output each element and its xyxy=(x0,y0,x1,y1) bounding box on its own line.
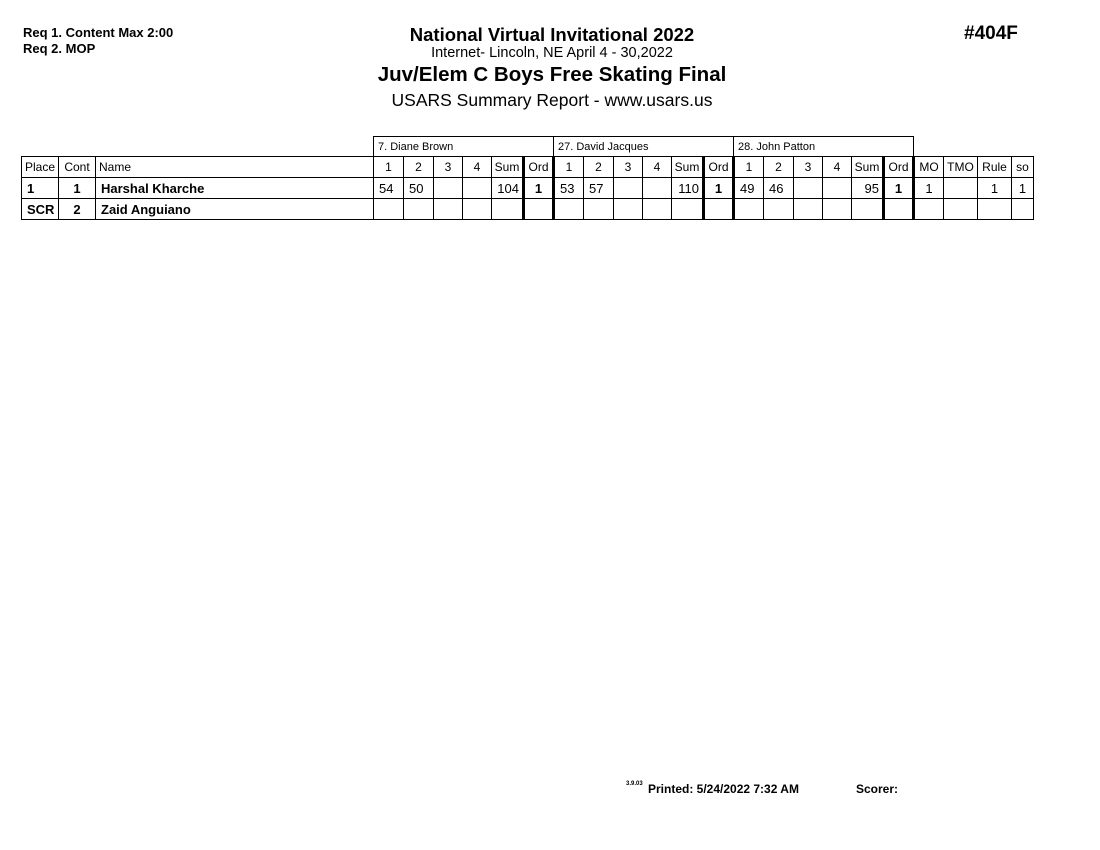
software-version: 3.9.03 xyxy=(626,781,643,787)
place-cell: 1 xyxy=(22,178,59,199)
score-cell xyxy=(823,178,852,199)
tmo-cell xyxy=(944,199,978,220)
ord-cell: 1 xyxy=(884,178,914,199)
score-cell: 46 xyxy=(764,178,794,199)
requirement-1: Req 1. Content Max 2:00 xyxy=(23,25,174,40)
tmo-cell xyxy=(944,178,978,199)
score-cell xyxy=(554,199,584,220)
skater-name-cell: Harshal Kharche xyxy=(96,178,374,199)
judge-1-score-2-header: 2 xyxy=(404,157,434,178)
ord-cell xyxy=(524,199,554,220)
score-cell xyxy=(643,178,672,199)
score-cell xyxy=(734,199,764,220)
ord-cell: 1 xyxy=(524,178,554,199)
sum-cell: 104 xyxy=(492,178,524,199)
table-row xyxy=(22,178,1034,199)
score-cell: 54 xyxy=(374,178,404,199)
score-cell xyxy=(374,199,404,220)
score-cell: 53 xyxy=(554,178,584,199)
event-number: #404F xyxy=(964,23,1018,44)
score-cell: 49 xyxy=(734,178,764,199)
cont-cell: 1 xyxy=(59,178,96,199)
score-cell xyxy=(463,199,492,220)
results-table xyxy=(21,136,1034,220)
so-cell xyxy=(1012,199,1034,220)
judge-2-sum-header: Sum xyxy=(672,157,704,178)
requirement-2: Req 2. MOP xyxy=(23,41,96,56)
judge-2-score-1-header: 1 xyxy=(554,157,584,178)
column-header-row xyxy=(22,157,1034,178)
so-cell: 1 xyxy=(1012,178,1034,199)
ord-cell: 1 xyxy=(704,178,734,199)
scorer-label: Scorer: xyxy=(856,782,899,796)
event-title: Juv/Elem C Boys Free Skating Final xyxy=(377,63,727,86)
judge-2-score-2-header: 2 xyxy=(584,157,614,178)
rule-cell xyxy=(978,199,1012,220)
so-header: so xyxy=(1012,157,1034,178)
cont-header: Cont xyxy=(59,157,96,178)
score-cell xyxy=(794,199,823,220)
score-cell xyxy=(614,199,643,220)
skater-name-cell: Zaid Anguiano xyxy=(96,199,374,220)
score-cell xyxy=(434,199,463,220)
judge-3-score-3-header: 3 xyxy=(794,157,823,178)
judge-3-score-2-header: 2 xyxy=(764,157,794,178)
score-cell xyxy=(794,178,823,199)
judge-2-name: 27. David Jacques xyxy=(554,137,734,157)
report-title: USARS Summary Report - www.usars.us xyxy=(391,90,713,110)
judge-1-score-4-header: 4 xyxy=(463,157,492,178)
judge-1-sum-header: Sum xyxy=(492,157,524,178)
judge-3-score-1-header: 1 xyxy=(734,157,764,178)
score-cell xyxy=(764,199,794,220)
mo-cell: 1 xyxy=(914,178,944,199)
score-cell xyxy=(614,178,643,199)
sum-cell xyxy=(672,199,704,220)
sum-cell: 95 xyxy=(852,178,884,199)
rule-cell: 1 xyxy=(978,178,1012,199)
rule-header: Rule xyxy=(978,157,1012,178)
place-header: Place xyxy=(22,157,59,178)
cont-cell: 2 xyxy=(59,199,96,220)
competition-location: Internet- Lincoln, NE April 4 - 30,2022 xyxy=(431,45,673,61)
place-cell: SCR xyxy=(22,199,59,220)
judge-3-name: 28. John Patton xyxy=(734,137,914,157)
sum-cell: 110 xyxy=(672,178,704,199)
judge-1-name: 7. Diane Brown xyxy=(374,137,554,157)
table-row xyxy=(22,199,1034,220)
judge-3-score-4-header: 4 xyxy=(823,157,852,178)
score-cell xyxy=(584,199,614,220)
judge-3-ord-header: Ord xyxy=(884,157,914,178)
judge-2-score-4-header: 4 xyxy=(643,157,672,178)
score-cell: 57 xyxy=(584,178,614,199)
score-cell xyxy=(404,199,434,220)
printed-timestamp: Printed: 5/24/2022 7:32 AM xyxy=(648,782,799,796)
tmo-header: TMO xyxy=(944,157,978,178)
score-cell xyxy=(434,178,463,199)
judges-row xyxy=(22,137,1034,157)
mo-header: MO xyxy=(914,157,944,178)
sum-cell xyxy=(492,199,524,220)
sum-cell xyxy=(852,199,884,220)
judge-3-sum-header: Sum xyxy=(852,157,884,178)
ord-cell xyxy=(884,199,914,220)
score-cell xyxy=(643,199,672,220)
judge-2-ord-header: Ord xyxy=(704,157,734,178)
score-cell xyxy=(463,178,492,199)
judge-1-score-3-header: 3 xyxy=(434,157,463,178)
ord-cell xyxy=(704,199,734,220)
mo-cell xyxy=(914,199,944,220)
score-cell xyxy=(823,199,852,220)
judge-1-score-1-header: 1 xyxy=(374,157,404,178)
name-header: Name xyxy=(96,157,374,178)
judge-1-ord-header: Ord xyxy=(524,157,554,178)
judge-2-score-3-header: 3 xyxy=(614,157,643,178)
competition-title: National Virtual Invitational 2022 xyxy=(409,24,695,45)
score-cell: 50 xyxy=(404,178,434,199)
